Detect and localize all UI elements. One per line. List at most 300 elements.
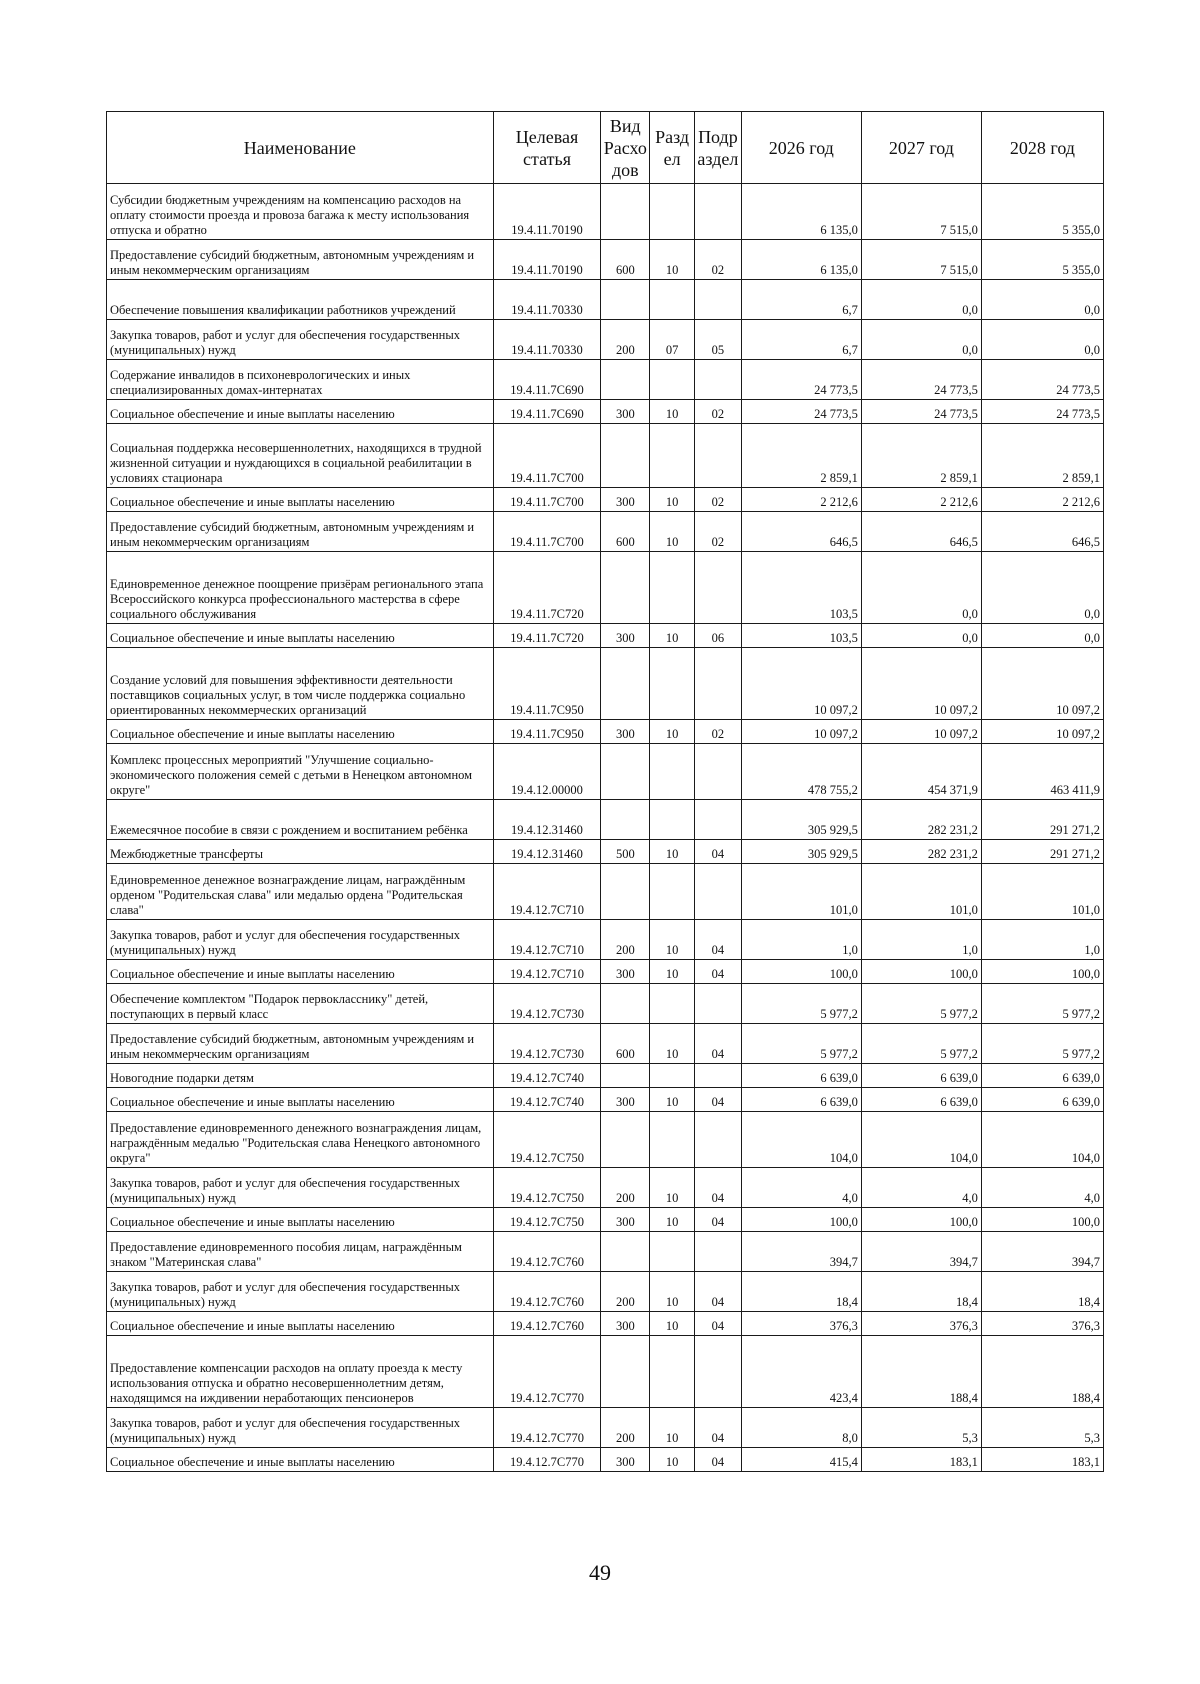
row-section: 10	[650, 1272, 695, 1312]
page-number: 49	[589, 1560, 611, 1585]
table-row	[107, 840, 1104, 864]
table-row	[107, 1272, 1104, 1312]
row-target: 19.4.12.7С750	[493, 1112, 601, 1168]
row-y2027: 5,3	[861, 1408, 981, 1448]
row-name: Субсидии бюджетным учреждениям на компенсацию расходов на оплату стоимости проезда и провоза багажа к месту использования отпуска и обратно	[107, 184, 494, 240]
table-row	[107, 920, 1104, 960]
header-section: Разд ел	[650, 112, 695, 184]
row-section	[650, 984, 695, 1024]
row-y2028: 4,0	[981, 1168, 1103, 1208]
row-kind	[601, 184, 650, 240]
row-section	[650, 648, 695, 720]
row-y2028: 0,0	[981, 280, 1103, 320]
row-name: Социальное обеспечение и иные выплаты населению	[107, 1208, 494, 1232]
table-row	[107, 1336, 1104, 1408]
row-section: 10	[650, 240, 695, 280]
row-subsection: 04	[694, 1312, 741, 1336]
row-y2027: 10 097,2	[861, 648, 981, 720]
row-y2026: 6 135,0	[741, 240, 861, 280]
row-target: 19.4.12.7С760	[493, 1272, 601, 1312]
table-row	[107, 512, 1104, 552]
row-target: 19.4.11.7С700	[493, 512, 601, 552]
row-section	[650, 1064, 695, 1088]
row-y2028: 291 271,2	[981, 800, 1103, 840]
row-y2028: 24 773,5	[981, 400, 1103, 424]
row-y2026: 6,7	[741, 320, 861, 360]
row-subsection	[694, 648, 741, 720]
row-y2027: 0,0	[861, 320, 981, 360]
row-section	[650, 184, 695, 240]
row-kind	[601, 800, 650, 840]
row-y2026: 394,7	[741, 1232, 861, 1272]
row-subsection	[694, 1336, 741, 1408]
row-name: Закупка товаров, работ и услуг для обеспечения государственных (муниципальных) нужд	[107, 320, 494, 360]
row-kind: 200	[601, 920, 650, 960]
table-row	[107, 424, 1104, 488]
row-section	[650, 1336, 695, 1408]
row-y2028: 100,0	[981, 1208, 1103, 1232]
header-target: Целевая статья	[493, 112, 601, 184]
row-kind: 300	[601, 1448, 650, 1472]
row-y2027: 24 773,5	[861, 400, 981, 424]
row-kind	[601, 744, 650, 800]
row-section	[650, 360, 695, 400]
row-kind: 300	[601, 960, 650, 984]
header-row	[107, 112, 1104, 184]
row-name: Содержание инвалидов в психоневрологических и иных специализированных домах-интернатах	[107, 360, 494, 400]
row-y2026: 305 929,5	[741, 800, 861, 840]
row-y2027: 6 639,0	[861, 1064, 981, 1088]
row-y2027: 24 773,5	[861, 360, 981, 400]
row-kind	[601, 280, 650, 320]
row-section: 10	[650, 1088, 695, 1112]
row-y2027: 100,0	[861, 1208, 981, 1232]
row-subsection	[694, 552, 741, 624]
row-subsection	[694, 1232, 741, 1272]
row-section: 10	[650, 920, 695, 960]
row-subsection: 02	[694, 488, 741, 512]
row-target: 19.4.12.7С750	[493, 1208, 601, 1232]
row-kind: 300	[601, 400, 650, 424]
table-row	[107, 320, 1104, 360]
row-kind: 300	[601, 1088, 650, 1112]
table-row	[107, 1208, 1104, 1232]
row-name: Социальное обеспечение и иные выплаты населению	[107, 624, 494, 648]
row-name: Социальное обеспечение и иные выплаты населению	[107, 960, 494, 984]
row-section	[650, 424, 695, 488]
row-name: Социальное обеспечение и иные выплаты населению	[107, 1088, 494, 1112]
row-target: 19.4.12.7С760	[493, 1232, 601, 1272]
row-section: 10	[650, 1024, 695, 1064]
row-y2028: 394,7	[981, 1232, 1103, 1272]
row-section	[650, 744, 695, 800]
row-kind: 500	[601, 840, 650, 864]
row-name: Социальное обеспечение и иные выплаты населению	[107, 488, 494, 512]
row-kind	[601, 1232, 650, 1272]
row-y2026: 6,7	[741, 280, 861, 320]
table-row	[107, 1112, 1104, 1168]
row-subsection	[694, 1112, 741, 1168]
table-row	[107, 984, 1104, 1024]
row-y2028: 646,5	[981, 512, 1103, 552]
row-y2026: 2 212,6	[741, 488, 861, 512]
header-y2028: 2028 год	[981, 112, 1103, 184]
row-kind: 200	[601, 1408, 650, 1448]
row-y2027: 0,0	[861, 552, 981, 624]
row-y2028: 5 977,2	[981, 1024, 1103, 1064]
table-row	[107, 1088, 1104, 1112]
budget-table	[106, 111, 1104, 1472]
row-y2027: 6 639,0	[861, 1088, 981, 1112]
row-y2026: 10 097,2	[741, 648, 861, 720]
row-section	[650, 1232, 695, 1272]
row-y2026: 4,0	[741, 1168, 861, 1208]
row-y2026: 415,4	[741, 1448, 861, 1472]
table-row	[107, 280, 1104, 320]
table-row	[107, 744, 1104, 800]
row-kind: 200	[601, 1272, 650, 1312]
table-row	[107, 1024, 1104, 1064]
row-y2026: 646,5	[741, 512, 861, 552]
row-y2028: 5 355,0	[981, 184, 1103, 240]
row-target: 19.4.11.7С950	[493, 720, 601, 744]
row-y2028: 5 977,2	[981, 984, 1103, 1024]
row-section: 10	[650, 840, 695, 864]
row-y2027: 100,0	[861, 960, 981, 984]
row-y2028: 104,0	[981, 1112, 1103, 1168]
row-y2027: 4,0	[861, 1168, 981, 1208]
row-name: Ежемесячное пособие в связи с рождением и воспитанием ребёнка	[107, 800, 494, 840]
row-name: Закупка товаров, работ и услуг для обеспечения государственных (муниципальных) нужд	[107, 920, 494, 960]
row-target: 19.4.11.7С950	[493, 648, 601, 720]
row-y2028: 188,4	[981, 1336, 1103, 1408]
row-y2026: 10 097,2	[741, 720, 861, 744]
row-target: 19.4.12.7С710	[493, 864, 601, 920]
row-y2026: 5 977,2	[741, 1024, 861, 1064]
row-section: 10	[650, 960, 695, 984]
row-name: Социальное обеспечение и иные выплаты населению	[107, 1312, 494, 1336]
row-y2028: 291 271,2	[981, 840, 1103, 864]
row-subsection	[694, 744, 741, 800]
row-target: 19.4.12.7С730	[493, 1024, 601, 1064]
row-name: Закупка товаров, работ и услуг для обеспечения государственных (муниципальных) нужд	[107, 1168, 494, 1208]
row-y2027: 101,0	[861, 864, 981, 920]
row-y2028: 10 097,2	[981, 720, 1103, 744]
row-subsection: 05	[694, 320, 741, 360]
row-subsection	[694, 184, 741, 240]
row-y2027: 454 371,9	[861, 744, 981, 800]
table-row	[107, 720, 1104, 744]
row-target: 19.4.11.7С720	[493, 552, 601, 624]
row-name: Новогодние подарки детям	[107, 1064, 494, 1088]
row-kind	[601, 984, 650, 1024]
row-target: 19.4.12.31460	[493, 800, 601, 840]
row-y2027: 10 097,2	[861, 720, 981, 744]
table-row	[107, 400, 1104, 424]
row-kind	[601, 1064, 650, 1088]
row-subsection: 04	[694, 1024, 741, 1064]
row-y2027: 5 977,2	[861, 1024, 981, 1064]
row-subsection: 06	[694, 624, 741, 648]
row-target: 19.4.12.7С740	[493, 1064, 601, 1088]
row-target: 19.4.11.7С700	[493, 424, 601, 488]
row-subsection: 02	[694, 240, 741, 280]
row-y2026: 423,4	[741, 1336, 861, 1408]
row-y2028: 24 773,5	[981, 360, 1103, 400]
table-row	[107, 960, 1104, 984]
row-subsection: 04	[694, 1272, 741, 1312]
table-row	[107, 1232, 1104, 1272]
row-target: 19.4.11.7С690	[493, 360, 601, 400]
row-section	[650, 1112, 695, 1168]
row-y2026: 18,4	[741, 1272, 861, 1312]
table-row	[107, 1168, 1104, 1208]
table-row	[107, 624, 1104, 648]
row-kind: 200	[601, 320, 650, 360]
row-y2028: 6 639,0	[981, 1064, 1103, 1088]
row-kind	[601, 552, 650, 624]
row-y2028: 2 859,1	[981, 424, 1103, 488]
row-name: Предоставление субсидий бюджетным, автономным учреждениям и иным некоммерческим организациям	[107, 1024, 494, 1064]
row-subsection: 04	[694, 840, 741, 864]
row-kind: 300	[601, 1312, 650, 1336]
row-kind: 600	[601, 512, 650, 552]
row-y2026: 2 859,1	[741, 424, 861, 488]
row-section: 10	[650, 400, 695, 424]
row-section: 07	[650, 320, 695, 360]
row-y2027: 1,0	[861, 920, 981, 960]
row-target: 19.4.11.70190	[493, 240, 601, 280]
row-kind	[601, 648, 650, 720]
row-name: Закупка товаров, работ и услуг для обеспечения государственных (муниципальных) нужд	[107, 1408, 494, 1448]
row-y2028: 5 355,0	[981, 240, 1103, 280]
header-y2027: 2027 год	[861, 112, 981, 184]
row-name: Создание условий для повышения эффективности деятельности поставщиков социальных услуг, в том числе поддержка социально ориентированных некоммерческих организаций	[107, 648, 494, 720]
row-section: 10	[650, 1312, 695, 1336]
row-subsection: 04	[694, 1448, 741, 1472]
row-kind	[601, 1336, 650, 1408]
row-y2028: 18,4	[981, 1272, 1103, 1312]
row-subsection: 04	[694, 1168, 741, 1208]
row-y2026: 5 977,2	[741, 984, 861, 1024]
row-y2026: 1,0	[741, 920, 861, 960]
row-name: Предоставление единовременного денежного вознаграждения лицам, награждённым медалью "Родительская слава Ненецкого автономного округа"	[107, 1112, 494, 1168]
header-subsection: Подр аздел	[694, 112, 741, 184]
row-target: 19.4.11.70190	[493, 184, 601, 240]
row-name: Социальная поддержка несовершеннолетних, находящихся в трудной жизненной ситуации и нуждающихся в социальной реабилитации в условиях стационара	[107, 424, 494, 488]
row-target: 19.4.12.7С770	[493, 1448, 601, 1472]
row-subsection: 04	[694, 1408, 741, 1448]
row-name: Единовременное денежное вознаграждение лицам, награждённым орденом "Родительская слава" или медалью ордена "Родительская слава"	[107, 864, 494, 920]
table-row	[107, 1448, 1104, 1472]
row-target: 19.4.12.7С760	[493, 1312, 601, 1336]
row-target: 19.4.12.7С710	[493, 960, 601, 984]
row-y2028: 463 411,9	[981, 744, 1103, 800]
header-y2026: 2026 год	[741, 112, 861, 184]
row-y2026: 8,0	[741, 1408, 861, 1448]
row-section: 10	[650, 624, 695, 648]
row-y2028: 2 212,6	[981, 488, 1103, 512]
row-target: 19.4.11.70330	[493, 280, 601, 320]
row-y2027: 0,0	[861, 624, 981, 648]
row-name: Социальное обеспечение и иные выплаты населению	[107, 720, 494, 744]
row-y2027: 18,4	[861, 1272, 981, 1312]
row-kind: 600	[601, 240, 650, 280]
row-y2027: 5 977,2	[861, 984, 981, 1024]
row-y2027: 2 859,1	[861, 424, 981, 488]
table-row	[107, 648, 1104, 720]
row-subsection: 04	[694, 1208, 741, 1232]
row-name: Социальное обеспечение и иные выплаты населению	[107, 1448, 494, 1472]
row-y2028: 101,0	[981, 864, 1103, 920]
row-section	[650, 864, 695, 920]
row-section: 10	[650, 1208, 695, 1232]
row-target: 19.4.12.7С770	[493, 1336, 601, 1408]
row-target: 19.4.12.7С770	[493, 1408, 601, 1448]
row-target: 19.4.11.7С720	[493, 624, 601, 648]
row-y2026: 6 639,0	[741, 1088, 861, 1112]
row-y2028: 1,0	[981, 920, 1103, 960]
row-target: 19.4.11.7С700	[493, 488, 601, 512]
row-name: Закупка товаров, работ и услуг для обеспечения государственных (муниципальных) нужд	[107, 1272, 494, 1312]
row-y2026: 24 773,5	[741, 360, 861, 400]
row-name: Социальное обеспечение и иные выплаты населению	[107, 400, 494, 424]
table-row	[107, 1312, 1104, 1336]
row-subsection: 02	[694, 720, 741, 744]
row-section: 10	[650, 1448, 695, 1472]
row-y2027: 183,1	[861, 1448, 981, 1472]
row-y2026: 100,0	[741, 960, 861, 984]
table-row	[107, 1064, 1104, 1088]
row-y2027: 376,3	[861, 1312, 981, 1336]
row-y2026: 103,5	[741, 552, 861, 624]
row-y2027: 282 231,2	[861, 800, 981, 840]
row-y2026: 376,3	[741, 1312, 861, 1336]
row-subsection: 04	[694, 1088, 741, 1112]
row-section: 10	[650, 488, 695, 512]
row-target: 19.4.12.31460	[493, 840, 601, 864]
row-target: 19.4.12.00000	[493, 744, 601, 800]
row-y2027: 2 212,6	[861, 488, 981, 512]
row-y2028: 0,0	[981, 320, 1103, 360]
row-section: 10	[650, 720, 695, 744]
table-body	[107, 184, 1104, 1472]
row-kind	[601, 360, 650, 400]
row-kind: 300	[601, 1208, 650, 1232]
row-target: 19.4.11.70330	[493, 320, 601, 360]
row-name: Предоставление единовременного пособия лицам, награждённым знаком "Материнская слава"	[107, 1232, 494, 1272]
row-y2027: 0,0	[861, 280, 981, 320]
row-y2028: 0,0	[981, 552, 1103, 624]
row-name: Обеспечение комплектом "Подарок первокласснику" детей, поступающих в первый класс	[107, 984, 494, 1024]
row-kind: 300	[601, 720, 650, 744]
row-y2026: 24 773,5	[741, 400, 861, 424]
table-row	[107, 184, 1104, 240]
row-name: Предоставление субсидий бюджетным, автономным учреждениям и иным некоммерческим организациям	[107, 240, 494, 280]
row-name: Межбюджетные трансферты	[107, 840, 494, 864]
row-y2028: 183,1	[981, 1448, 1103, 1472]
row-subsection: 02	[694, 512, 741, 552]
row-section: 10	[650, 1168, 695, 1208]
row-y2026: 103,5	[741, 624, 861, 648]
row-y2026: 104,0	[741, 1112, 861, 1168]
row-y2026: 305 929,5	[741, 840, 861, 864]
row-kind: 200	[601, 1168, 650, 1208]
row-subsection	[694, 864, 741, 920]
row-subsection: 04	[694, 920, 741, 960]
table-row	[107, 240, 1104, 280]
row-kind: 300	[601, 488, 650, 512]
table-row	[107, 488, 1104, 512]
row-y2027: 7 515,0	[861, 184, 981, 240]
row-section: 10	[650, 512, 695, 552]
row-y2027: 7 515,0	[861, 240, 981, 280]
row-y2028: 100,0	[981, 960, 1103, 984]
table-row	[107, 800, 1104, 840]
row-y2026: 6 639,0	[741, 1064, 861, 1088]
table-row	[107, 864, 1104, 920]
row-y2028: 0,0	[981, 624, 1103, 648]
row-subsection	[694, 800, 741, 840]
row-section	[650, 800, 695, 840]
row-y2028: 6 639,0	[981, 1088, 1103, 1112]
row-y2026: 101,0	[741, 864, 861, 920]
row-name: Комплекс процессных мероприятий "Улучшение социально-экономического положения семей с детьми в Ненецком автономном округе"	[107, 744, 494, 800]
table-row	[107, 1408, 1104, 1448]
row-subsection	[694, 360, 741, 400]
row-name: Предоставление компенсации расходов на оплату проезда к месту использования отпуска и обратно несовершеннолетним детям, находящимся на иждивении неработающих пенсионеров	[107, 1336, 494, 1408]
row-target: 19.4.11.7С690	[493, 400, 601, 424]
row-subsection	[694, 984, 741, 1024]
header-name: Наименование	[107, 112, 494, 184]
row-kind: 300	[601, 624, 650, 648]
row-subsection	[694, 424, 741, 488]
row-y2028: 10 097,2	[981, 648, 1103, 720]
row-subsection	[694, 280, 741, 320]
row-y2027: 394,7	[861, 1232, 981, 1272]
row-kind: 600	[601, 1024, 650, 1064]
row-name: Обеспечение повышения квалификации работников учреждений	[107, 280, 494, 320]
row-kind	[601, 864, 650, 920]
row-name: Предоставление субсидий бюджетным, автономным учреждениям и иным некоммерческим организациям	[107, 512, 494, 552]
table-row	[107, 360, 1104, 400]
header-kind: Вид Расхо дов	[601, 112, 650, 184]
row-subsection	[694, 1064, 741, 1088]
row-y2027: 104,0	[861, 1112, 981, 1168]
row-section	[650, 280, 695, 320]
row-target: 19.4.12.7С740	[493, 1088, 601, 1112]
row-kind	[601, 1112, 650, 1168]
row-subsection: 02	[694, 400, 741, 424]
row-target: 19.4.12.7С710	[493, 920, 601, 960]
row-subsection: 04	[694, 960, 741, 984]
row-y2028: 376,3	[981, 1312, 1103, 1336]
row-y2027: 646,5	[861, 512, 981, 552]
row-y2027: 188,4	[861, 1336, 981, 1408]
row-y2028: 5,3	[981, 1408, 1103, 1448]
row-y2027: 282 231,2	[861, 840, 981, 864]
row-y2026: 100,0	[741, 1208, 861, 1232]
row-kind	[601, 424, 650, 488]
row-target: 19.4.12.7С750	[493, 1168, 601, 1208]
row-section: 10	[650, 1408, 695, 1448]
table-row	[107, 552, 1104, 624]
row-y2026: 6 135,0	[741, 184, 861, 240]
row-name: Единовременное денежное поощрение призёрам регионального этапа Всероссийского конкурса профессионального мастерства в сфере социального обслуживания	[107, 552, 494, 624]
row-target: 19.4.12.7С730	[493, 984, 601, 1024]
row-y2026: 478 755,2	[741, 744, 861, 800]
row-section	[650, 552, 695, 624]
